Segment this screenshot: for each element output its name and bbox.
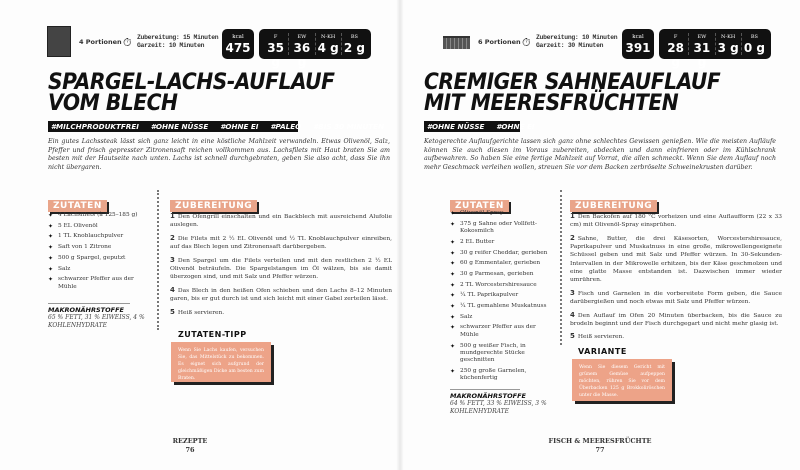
step-number: 4 xyxy=(170,285,175,294)
divider xyxy=(450,389,520,390)
tip-box: Wenn Sie Lachs kaufen, versuchen Sie, das Mittelstück zu bekommen. Es eignet sich aufgrund der gleichmäßigen Dicke am besten zum Braten. xyxy=(171,342,271,382)
ingredient-item: ✦ Saft von 1 Zitrone xyxy=(48,244,148,251)
macro-item xyxy=(289,33,315,69)
tag: #OHNE EI xyxy=(496,122,535,131)
tag-bar xyxy=(48,121,385,132)
ingredients-list xyxy=(48,212,148,294)
macro-values: 65 % FETT, 31 % EIWEISS, 4 % KOHLENHYDRATE xyxy=(48,314,145,329)
times xyxy=(137,34,218,50)
step-number: 5 xyxy=(170,307,175,316)
step-item xyxy=(170,308,392,317)
tag: #PALEO xyxy=(270,122,302,131)
step-text: Den Ofengrill einschalten und ein Backblech mit ausreichend Alufolie auslegen. xyxy=(170,214,392,229)
times xyxy=(536,34,617,50)
cook-time: Garzeit: 30 Minuten xyxy=(536,42,604,49)
tag-bar xyxy=(424,121,535,132)
tip-heading: VARIANTE xyxy=(578,347,627,356)
step-item xyxy=(170,234,392,251)
step-text: Den Auflauf im Ofen 20 Minuten überbacken, bis die Sauce zu brodeln beginnt und der Fisch durchgegart und nicht mehr glasig ist. xyxy=(570,312,782,327)
kcal-value: 391 xyxy=(625,41,651,55)
macro-label: F xyxy=(673,34,678,40)
step-item xyxy=(570,212,782,229)
macro-value: 36 g xyxy=(293,41,311,69)
tag: #OHNE NÜSSE xyxy=(427,122,485,131)
ingredient-item: ✦ 30 g reifer Cheddar, gerieben xyxy=(450,250,550,257)
macro-value: 0 g xyxy=(743,41,765,55)
stopwatch-icon: ⏱ xyxy=(123,36,132,49)
steps-heading xyxy=(170,193,257,212)
step-text: Die Filets mit 2 ½ EL Olivenöl und ½ TL Knoblauchpulver einreiben, auf das Blech legen und Zitronensaft darübergeben. xyxy=(170,235,392,251)
macro-value: 28 g xyxy=(667,41,684,69)
ingredients-heading-label: ZUTATEN xyxy=(48,200,107,212)
ingredient-item: ✦ 30 g Parmesan, gerieben xyxy=(450,271,550,278)
step-number: 4 xyxy=(570,310,575,319)
portions: 4 Portionen xyxy=(79,38,122,46)
ingredient-item: ✦ ¼ TL gemahlene Muskatnuss xyxy=(450,303,550,310)
macro-item xyxy=(263,33,289,69)
ingredient-item: ✦ schwarzer Pfeffer aus der Mühle xyxy=(450,324,550,339)
tag: #MILCHPRODUKTFREI xyxy=(51,122,139,131)
macro-item xyxy=(316,33,342,55)
macro-value: 3 g xyxy=(717,41,739,55)
macros-badge xyxy=(259,29,371,69)
macro-item xyxy=(742,33,767,55)
cook-time: Garzeit: 10 Minuten xyxy=(137,42,205,49)
prep-time: Zubereitung: 15 Minuten xyxy=(137,34,219,41)
macro-item xyxy=(663,33,689,69)
step-text: Sahne, Butter, die drei Käsesorten, Worcestershiresauce, Paprikapulver und Muskatnuss in eine große, mikrowellengeeignete Schüssel geben und mit Salz und Pfeffer würzen. In 30-Sekunden-Intervallen in der Mikrowelle erhitzen, bis der Käse geschmolzen und eine glatte Masse entstanden ist. Dazwischen immer wieder umrühren. xyxy=(570,235,782,283)
step-text: Heiß servieren. xyxy=(577,334,625,341)
step-item xyxy=(170,286,392,303)
step-item xyxy=(570,234,782,284)
step-number: 1 xyxy=(570,212,575,220)
kcal-label: kcal xyxy=(232,34,244,40)
ingredient-item: ✦ 500 g weißer Fisch, in mundgerechte Stücke geschnitten xyxy=(450,343,550,365)
macro-value: 31 g xyxy=(693,41,711,69)
step-item xyxy=(170,212,392,229)
ingredient-item: ✦ ¼ TL Paprikapulver xyxy=(450,292,550,299)
kcal-badge xyxy=(222,29,254,59)
ingredient-item: ✦ 250 g große Garnelen, küchenfertig xyxy=(450,368,550,383)
footer-section: REZEPTE xyxy=(172,437,208,445)
step-text: Fisch und Garnelen in die vorbereitete Form geben, die Sauce darübergießen und noch etwas mit Salz und Pfeffer würzen. xyxy=(570,290,782,305)
book-gutter xyxy=(396,0,404,470)
ingredient-item: ✦ 375 g Sahne oder Vollfett-Kokosmilch xyxy=(450,221,550,236)
baking-sheet-icon xyxy=(47,26,71,57)
macro-label: N-KH xyxy=(321,34,336,40)
ingredient-item: ✦ Olivenöl-Spray xyxy=(450,210,550,217)
macro-item xyxy=(716,33,742,55)
steps-heading-label: ZUBEREITUNG xyxy=(170,200,257,212)
steps-list xyxy=(570,212,782,346)
steps-heading xyxy=(570,193,657,212)
steps-list xyxy=(170,212,392,322)
kcal-value: 475 xyxy=(225,41,251,55)
macro-value: 2 g xyxy=(343,41,365,55)
step-text: Heiß servieren. xyxy=(177,309,225,316)
step-number: 1 xyxy=(170,212,175,220)
portions: 6 Portionen xyxy=(478,38,521,46)
recipe-title xyxy=(424,72,792,114)
page-footer xyxy=(160,437,220,455)
macro-item xyxy=(342,33,367,55)
step-item xyxy=(570,289,782,306)
ingredient-item: ✦ 2 EL Butter xyxy=(450,239,550,246)
ingredient-item: ✦ schwarzer Pfeffer aus der Mühle xyxy=(48,276,148,291)
macro-label: N-KH xyxy=(721,34,736,40)
title-line: VOM BLECH xyxy=(48,91,178,116)
macro-summary xyxy=(450,392,550,415)
casserole-dish-icon xyxy=(443,36,470,49)
step-number: 3 xyxy=(570,288,575,297)
macro-value: 4 g xyxy=(317,41,339,55)
kcal-badge xyxy=(622,29,654,59)
step-number: 2 xyxy=(170,233,175,242)
ingredient-item: ✦ 500 g Spargel, geputzt xyxy=(48,255,148,262)
macro-label: BS xyxy=(750,34,758,40)
column-divider xyxy=(560,190,562,345)
tag: #OHNE EI xyxy=(220,122,259,131)
prep-time: Zubereitung: 10 Minuten xyxy=(536,34,618,41)
ingredient-item: ✦ 5 EL Olivenöl xyxy=(48,223,148,230)
macro-item xyxy=(689,33,715,69)
macros-badge xyxy=(659,29,771,69)
recipe-title xyxy=(48,72,416,114)
macro-label: EW xyxy=(697,34,707,40)
title-line: CREMIGER SAHNEAUFLAUF xyxy=(424,70,721,95)
variant-box: Wenn Sie diesem Gericht mit grünem Gemüse aufpeppen möchten, rühren Sie vor dem Überbacken 125 g Brokkoliröschen unter die Masse. xyxy=(572,359,672,401)
title-line: SPARGEL-LACHS-AUFLAUF xyxy=(48,70,335,95)
ingredient-item: ✦ 4 Lachsfilets (à 125–185 g) xyxy=(48,212,148,219)
ingredients-heading xyxy=(48,193,107,212)
stopwatch-icon: ⏱ xyxy=(522,36,531,49)
step-text: Den Spargel um die Filets verteilen und mit den restlichen 2 ½ EL Olivenöl beträufeln. Die Spargelstangen im Öl wälzen, bis sie damit überzogen sind, und mit Salz und Pfeffer würzen. xyxy=(170,257,392,281)
macro-title: MAKRONÄHRSTOFFE xyxy=(450,392,526,400)
macro-value: 35 g xyxy=(267,41,284,69)
ingredients-list xyxy=(450,210,550,386)
ingredient-item: ✦ 2 TL Worcestershiresauce xyxy=(450,282,550,289)
step-number: 5 xyxy=(570,332,575,341)
step-item xyxy=(570,332,782,341)
macro-summary xyxy=(48,306,148,329)
tag: #BIS 30 MINUTEN xyxy=(313,122,385,131)
intro-text: Ketogerechte Auflaufgerichte lassen sich ganz ohne schlechtes Gewissen genießen. Wie die meisten Aufläufe können Sie auch diesen im Voraus zubereiten, abdecken und dann einfrieren oder im Kühlschrank aufbewahren. So haben Sie eine fertige Mahlzeit auf Vorrat, die allen schmeckt. Wenn Sie dem Auflauf noch mehr Geschmack verleihen wollen, streuen Sie vor dem Backen zerbröselte Schweinekrusten darüber. xyxy=(424,138,776,171)
ingredient-item: ✦ Salz xyxy=(450,314,550,321)
tip-heading: ZUTATEN-TIPP xyxy=(178,330,247,339)
ingredient-item: ✦ 1 TL Knoblauchpulver xyxy=(48,233,148,240)
page-number: 77 xyxy=(595,446,605,454)
page-number: 76 xyxy=(185,446,195,454)
steps-heading-label: ZUBEREITUNG xyxy=(570,200,657,212)
divider xyxy=(48,303,130,304)
step-text: Das Blech in den heißen Ofen schieben und den Lachs 8–12 Minuten garen, bis er gut durch ist und sich leicht mit einer Gabel zerteilen lässt. xyxy=(170,287,392,303)
intro-text: Ein gutes Lachssteak lässt sich ganz leicht in eine köstliche Mahlzeit verwandeln. Etwas Olivenöl, Salz, Pfeffer und frisch gepresster Zitronensaft reichen vollkommen aus. Lachsfilets mit Haut braten Sie am besten mit der Hautseite nach unten. Lachs ist schnell durchgebraten, geben Sie also acht, dass Sie ihn nicht übergaren. xyxy=(48,138,390,171)
step-number: 2 xyxy=(570,233,575,242)
macro-title: MAKRONÄHRSTOFFE xyxy=(48,306,124,314)
page-footer xyxy=(545,437,655,455)
title-line: MIT MEERESFRÜCHTEN xyxy=(424,91,679,116)
ingredient-item: ✦ Salz xyxy=(48,266,148,273)
ingredient-item: ✦ 60 g Emmentaler, gerieben xyxy=(450,260,550,267)
column-divider xyxy=(157,190,159,330)
tag: #OHNE NÜSSE xyxy=(150,122,209,131)
ingredients-heading-label: ZUTATEN xyxy=(450,200,509,212)
macro-values: 64 % FETT, 33 % EIWEISS, 3 % KOHLENHYDRATE xyxy=(450,400,547,415)
macro-label: EW xyxy=(297,34,307,40)
kcal-label: kcal xyxy=(632,34,644,40)
step-item xyxy=(570,311,782,328)
macro-label: F xyxy=(273,34,278,40)
step-item xyxy=(170,256,392,282)
footer-section: FISCH & MEERESFRÜCHTE xyxy=(548,437,652,445)
step-text: Den Backofen auf 180 °C vorheizen und eine Auflaufform (22 x 33 cm) mit Olivenöl-Spray einsprühen. xyxy=(570,214,782,229)
macro-label: BS xyxy=(350,34,358,40)
step-number: 3 xyxy=(170,255,175,264)
